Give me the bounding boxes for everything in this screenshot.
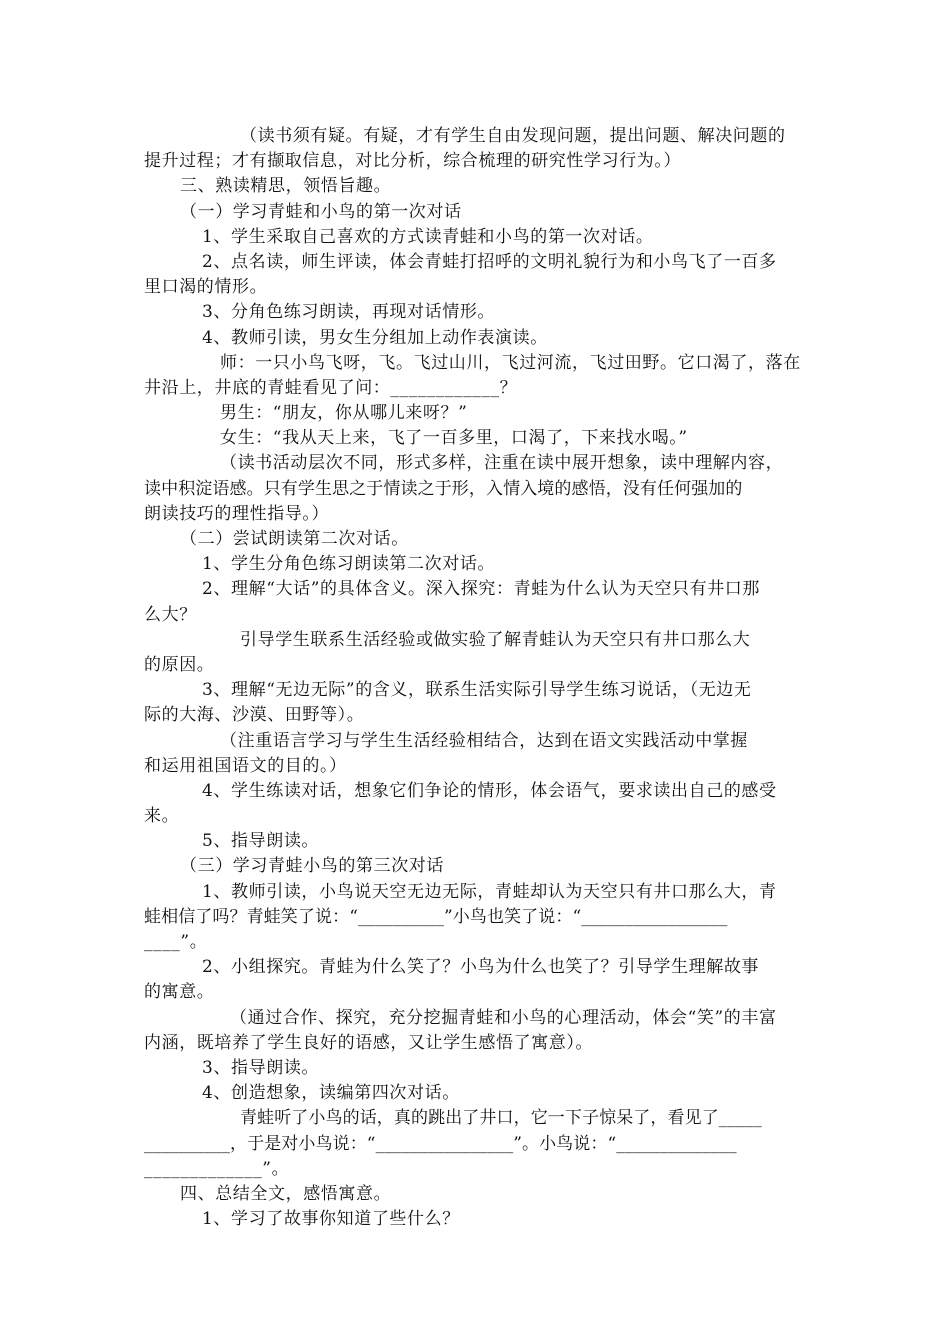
step-line: 的原因。 bbox=[144, 654, 215, 675]
step-line: 么大？ bbox=[144, 604, 197, 625]
note-line: 读中积淀语感。只有学生思之于情读之于形，入情入境的感悟，没有任何强加的 bbox=[144, 478, 743, 499]
dialogue-line: 师：一只小鸟飞呀，飞。飞过山川，飞过河流，飞过田野。它口渴了，落在 bbox=[220, 352, 801, 373]
step-line: ____”。 bbox=[144, 932, 208, 952]
step-line: 1、学生采取自己喜欢的方式读青蛙和小鸟的第一次对话。 bbox=[202, 226, 654, 247]
step-line: 的寓意。 bbox=[144, 982, 215, 1003]
note-line: 提升过程；才有撷取信息，对比分析，综合梳理的研究性学习行为。） bbox=[144, 151, 682, 172]
step-line: 蛙相信了吗？青蛙笑了说：“__________”小鸟也笑了说：“_________________ bbox=[144, 906, 728, 927]
step-line: 2、理解“大话”的具体含义。深入探究：青蛙为什么认为天空只有井口那 bbox=[202, 579, 760, 600]
dialogue-line: 井沿上，井底的青蛙看见了问：____________？ bbox=[144, 377, 518, 398]
step-line: 2、点名读，师生评读，体会青蛙打招呼的文明礼貌行为和小鸟飞了一百多 bbox=[202, 251, 777, 272]
note-line: （通过合作、探究，充分挖掘青蛙和小鸟的心理活动，体会“笑”的丰富 bbox=[230, 1007, 777, 1028]
step-line: 3、理解“无边无际”的含义，联系生活实际引导学生练习说话，（无边无 bbox=[202, 680, 752, 701]
step-line: 1、学生分角色练习朗读第二次对话。 bbox=[202, 554, 496, 575]
subsection-heading: （一）学习青蛙和小鸟的第一次对话 bbox=[180, 201, 462, 222]
note-line: 内涵，既培养了学生良好的语感，又让学生感悟了寓意）。 bbox=[144, 1032, 594, 1053]
dialogue-line: 女生：“我从天上来，飞了一百多里，口渴了，下来找水喝。” bbox=[220, 428, 688, 449]
step-line: 5、指导朗读。 bbox=[202, 831, 320, 852]
step-line: 来。 bbox=[144, 806, 180, 827]
document-page bbox=[144, 124, 808, 1232]
note-line: （读书活动层次不同，形式多样，注重在读中展开想象，读中理解内容， bbox=[220, 453, 784, 474]
step-line: 3、指导朗读。 bbox=[202, 1057, 320, 1078]
step-line: 1、教师引读，小鸟说天空无边无际，青蛙却认为天空只有井口那么大，青 bbox=[202, 881, 777, 902]
subsection-heading: （二）尝试朗读第二次对话。 bbox=[180, 529, 409, 549]
step-line: 引导学生联系生活经验或做实验了解青蛙认为天空只有井口那么大 bbox=[240, 629, 751, 650]
note-line: 和运用祖国语文的目的。） bbox=[144, 755, 347, 776]
step-line: 际的大海、沙漠、田野等）。 bbox=[144, 705, 365, 726]
step-line: 2、小组探究。青蛙为什么笑了？小鸟为什么也笑了？引导学生理解故事 bbox=[202, 957, 760, 978]
subsection-heading: （三）学习青蛙小鸟的第三次对话 bbox=[180, 856, 444, 877]
note-line: 朗读技巧的理性指导。） bbox=[144, 503, 330, 524]
note-line: （读书须有疑。有疑，才有学生自由发现问题，提出问题、解决问题的 bbox=[240, 126, 786, 146]
step-line: _____________”。 bbox=[144, 1158, 290, 1179]
step-line: 1、学习了故事你知道了些什么？ bbox=[202, 1209, 460, 1230]
note-line: （注重语言学习与学生生活经验相结合，达到在语文实践活动中掌握 bbox=[220, 730, 748, 751]
step-line: 里口渴的情形。 bbox=[144, 277, 268, 298]
dialogue-line: 男生：“朋友，你从哪儿来呀？” bbox=[220, 403, 468, 424]
step-line: 4、创造想象，读编第四次对话。 bbox=[202, 1083, 460, 1104]
step-line: 青蛙听了小鸟的话，真的跳出了井口，它一下子惊呆了，看见了_____ bbox=[240, 1108, 762, 1129]
step-line: 4、教师引读，男女生分组加上动作表演读。 bbox=[202, 327, 548, 348]
section-heading: 三、熟读精思，领悟旨趣。 bbox=[180, 176, 392, 197]
section-heading: 四、总结全文，感悟寓意。 bbox=[180, 1183, 392, 1204]
step-line: __________，于是对小鸟说：“________________”。小鸟说：“______________ bbox=[144, 1133, 737, 1154]
step-line: 3、分角色练习朗读，再现对话情形。 bbox=[202, 302, 496, 323]
step-line: 4、学生练读对话，想象它们争论的情形，体会语气，要求读出自己的感受 bbox=[202, 780, 777, 801]
